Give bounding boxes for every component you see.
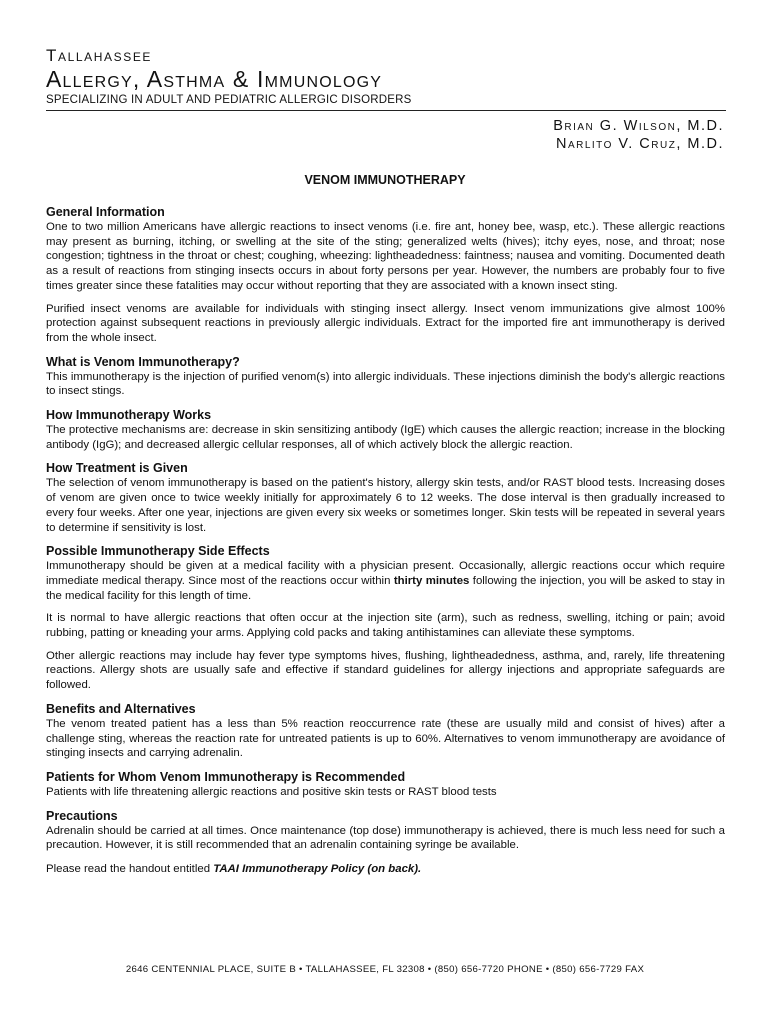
header-divider xyxy=(46,110,726,111)
practice-name: Allergy, Asthma & Immunology xyxy=(46,66,383,92)
section-heading: Possible Immunotherapy Side Effects xyxy=(46,544,270,559)
text-run: Immunotherapy should be given at a medical facility with a physician present. Occasionally, allergic reactions occur which require immediate medical therapy. Since most of the reactions occur within xyxy=(46,560,725,587)
paragraph: The selection of venom immunotherapy is based on the patient's history, allergy skin tests, and/or RAST blood tests. Increasing doses of venom are given once to twice weekly initially for approximately 6 to 12 weeks. The dose interval is then gradually increased to every four weeks. After one year, injections are given every six weeks or sometimes longer. Skin tests will be repeated in several years to determine if sensitivity is lost. xyxy=(46,477,725,534)
document-title: VENOM IMMUNOTHERAPY xyxy=(304,173,466,187)
paragraph: Patients with life threatening allergic reactions and positive skin tests or RAST blood tests xyxy=(46,785,497,798)
paragraph: The protective mechanisms are: decrease in skin sensitizing antibody (IgE) which causes the allergic reaction; increase in the blocking antibody (IgG); and decreased allergic cellular responses, all of which actively block the allergic reaction. xyxy=(46,424,725,451)
section-general-information xyxy=(46,205,725,346)
handout-reference: TAAI Immunotherapy Policy (on back). xyxy=(213,863,422,876)
closing-note xyxy=(46,862,725,877)
section-how-treatment-is-given xyxy=(46,461,725,535)
section-side-effects xyxy=(46,544,725,693)
physician-name: Narlito V. Cruz, M.D. xyxy=(555,136,724,152)
section-precautions xyxy=(46,809,725,853)
letterhead xyxy=(46,46,726,111)
section-how-immunotherapy-works xyxy=(46,408,725,452)
section-recommended-patients xyxy=(46,770,725,800)
physician-name: Brian G. Wilson, M.D. xyxy=(553,118,724,134)
section-benefits-and-alternatives xyxy=(46,702,725,761)
text-run: following the injection, you will be asked to stay in the medical facility for this length of time. xyxy=(46,574,725,602)
section-heading: Patients for Whom Venom Immunotherapy is Recommended xyxy=(46,769,406,784)
paragraph: This immunotherapy is the injection of purified venom(s) into allergic individuals. These injections diminish the body's allergic reactions to insect stings. xyxy=(46,370,725,398)
section-heading: Benefits and Alternatives xyxy=(46,701,196,716)
practice-city: Tallahassee xyxy=(46,46,153,65)
section-heading: General Information xyxy=(46,205,165,219)
emphasis-thirty-minutes: thirty minutes xyxy=(393,574,470,587)
section-heading: What is Venom Immunotherapy? xyxy=(46,354,240,369)
physician-list xyxy=(553,117,724,153)
section-heading: Precautions xyxy=(46,808,118,823)
section-heading: How Immunotherapy Works xyxy=(46,408,212,423)
address-footer: 2646 CENTENNIAL PLACE, SUITE B • TALLAHASSEE, FL 32308 • (850) 656-7720 PHONE • (850) 656-7729 FAX xyxy=(125,964,645,975)
paragraph: Other allergic reactions may include hay fever type symptoms hives, flushing, lightheadedness, asthma, and, rarely, life threatening reactions. Allergy shots are usually safe and effective if standard guidelines for allergy injections and appropriate safeguards are followed. xyxy=(46,649,725,692)
paragraph: Adrenalin should be carried at all times. Once maintenance (top dose) immunotherapy is achieved, there is much less need for such a precaution. However, it is still recommended that an adrenalin containing syringe be available. xyxy=(46,824,725,852)
paragraph: It is normal to have allergic reactions that often occur at the injection site (arm), such as redness, swelling, itching or pain; avoid rubbing, patting or kneading your arms. Applying cold packs and taking antihistamines can alleviate these symptoms. xyxy=(46,612,725,640)
text-run: Please read the handout entitled xyxy=(46,863,214,876)
paragraph: One to two million Americans have allergic reactions to insect venoms (i.e. fire ant, honey bee, wasp, etc.). These allergic reactions may present as burning, itching, or swelling at the site of the sting; generalized welts (hives); itchy eyes, nose, and throat; nose congestion; tightness in the throat or chest; coughing, wheezing: lightheadedness: faintness; nausea and vomiting. Documented death as a result of reactions from stinging insects occurs in about forty persons per year. However, the numbers are probably four to five times greater since these fatalities may occur without reporting that they are associated with a known insect sting. xyxy=(46,221,725,292)
document-body xyxy=(46,205,725,877)
section-what-is-venom-immunotherapy xyxy=(46,355,725,399)
section-heading: How Treatment is Given xyxy=(46,461,188,476)
practice-tagline: SPECIALIZING IN ADULT AND PEDIATRIC ALLERGIC DISORDERS xyxy=(46,94,412,106)
paragraph xyxy=(46,559,725,603)
paragraph: Purified insect venoms are available for individuals with stinging insect allergy. Insect venom immunizations give almost 100% protection against subsequent reactions in previously allergic individuals. Extract for the imported fire ant immunotherapy is derived from the whole insect. xyxy=(46,302,725,344)
paragraph: The venom treated patient has a less than 5% reaction reoccurrence rate (these are usually mild and consist of hives) after a challenge sting, whereas the reaction rate for untreated patients is up to 60%. Alternatives to venom immunotherapy are avoidance of stinging insects and carrying adrenalin. xyxy=(46,717,725,760)
